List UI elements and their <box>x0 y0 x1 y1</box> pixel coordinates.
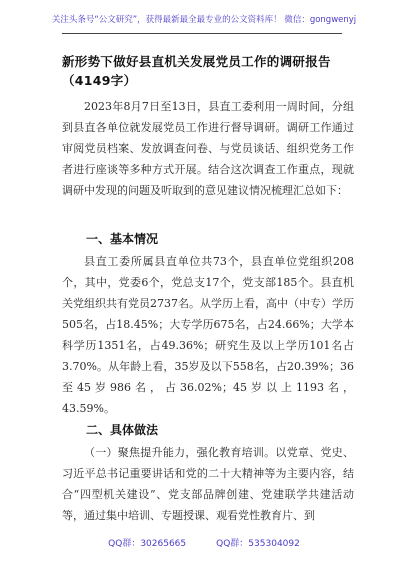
footer-qq-group-1: QQ群：30265665 <box>108 539 187 549</box>
section-heading-basic-info: 一、基本情况 <box>86 232 159 246</box>
document-title: 新形势下做好县直机关发展党员工作的调研报告（4149字） <box>62 54 331 88</box>
header-banner: 关注头条号“公文研究”，获得最新最全最专业的公文资料库！ 微信：gongwenyj <box>51 15 357 25</box>
basic-info-paragraph: 县直工委所属县直单位共73个，县直单位党组织208个，其中，党委6个，党总支17个，党支部185个。县直机关党组织共有党员2737名。从学历上看，高中（中专）学历505名，占18.45%；大专学历675名，占24.66%；大学本科学历1351名，占49.36%；研究生及以上学历101名占3.70%。从年龄上看，35岁及以下558名，占20.39%；36至45岁986名，占36.02%；45岁以上1193名，43.59%。 <box>62 255 354 415</box>
practices-paragraph: （一）聚焦提升能力，强化教育培训。以党章、党史、习近平总书记重要讲话和党的二十大精神等为主要内容，结合“四型机关建设”、党支部品牌创建、党建联学共建活动等，通过集中培训、专题授课、观看党性教育片、到 <box>62 446 354 522</box>
footer-contact <box>0 536 408 549</box>
footer-qq-group-2: QQ群：535304092 <box>216 539 300 549</box>
intro-section <box>62 96 354 201</box>
basic-info-section <box>62 251 354 419</box>
intro-paragraph: 2023年8月7日至13日，县直工委利用一周时间，分组到县直各单位就发展党员工作进行督导调研。调研工作通过审阅党员档案、发放调查问卷、与党员谈话、组织党务工作者进行座谈等多种方式开展。结合这次调查工作重点，现就调研中发现的问题及听取到的意见建议情况梳理汇总如下： <box>62 100 354 197</box>
section-heading-practices: 二、具体做法 <box>86 423 159 437</box>
practices-section <box>62 442 354 526</box>
header-divider <box>62 33 342 34</box>
